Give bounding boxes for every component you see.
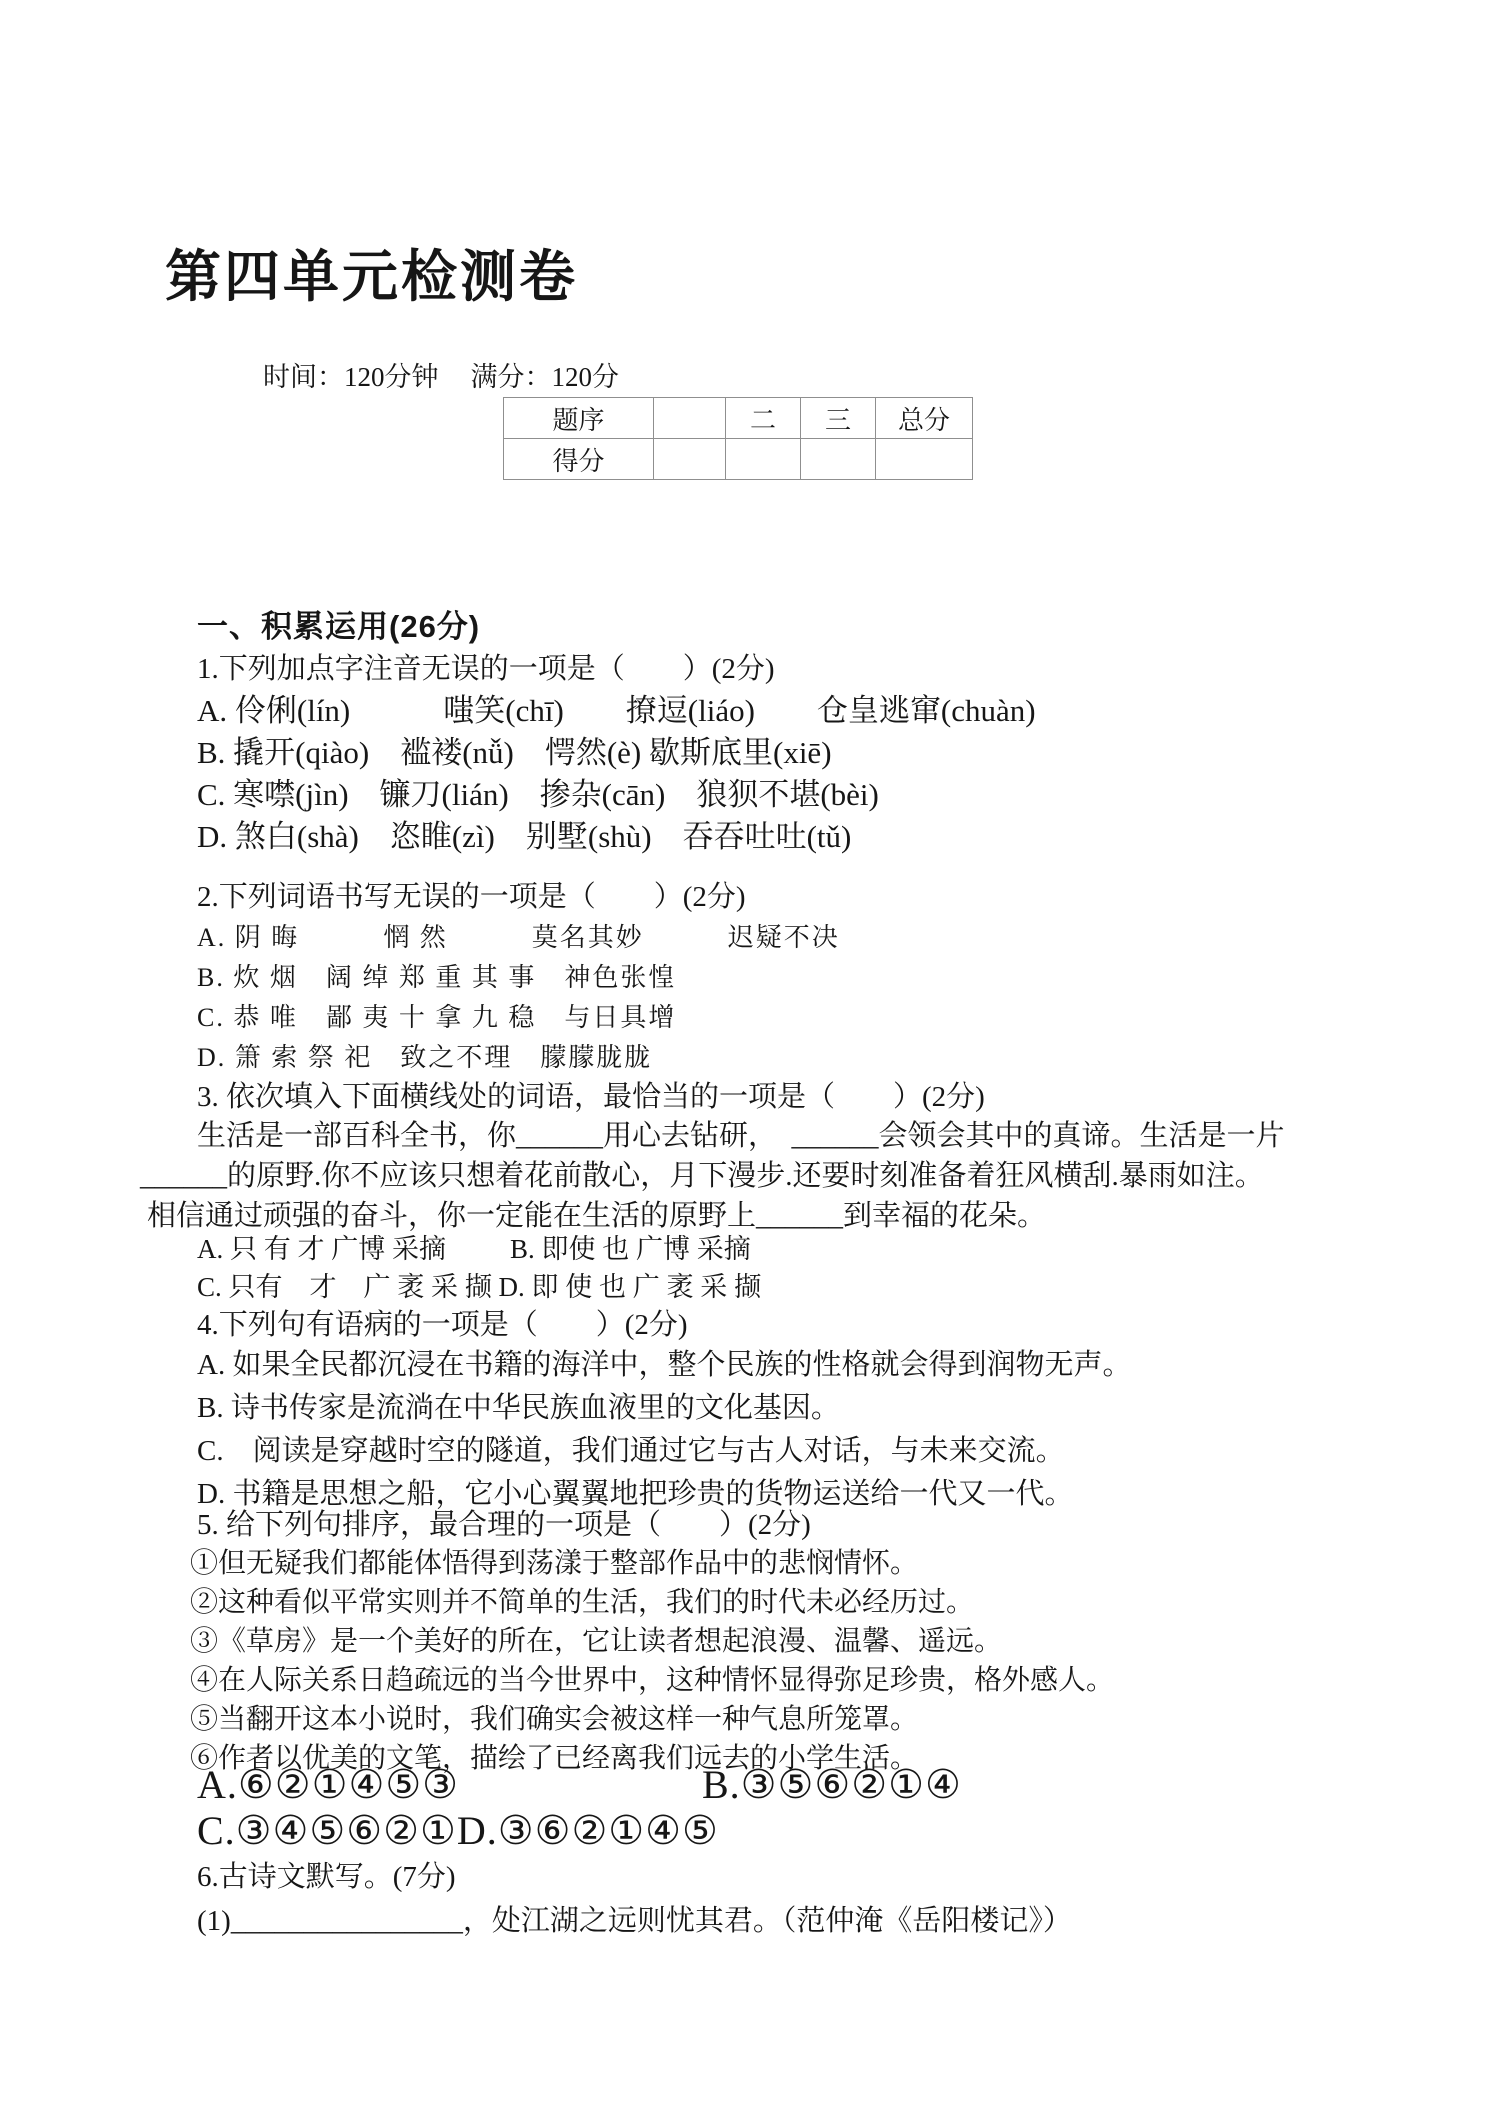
q2-option-b: B. 炊 烟 阔 绰 郑 重 其 事 神色张惶 (197, 963, 677, 992)
q5-sentence-3: ③《草房》是一个美好的所在，它让读者想起浪漫、温馨、遥远。 (190, 1626, 1003, 1657)
q3-passage-line-1: 生活是一部百科全书，你______用心去钻研， ______会领会其中的真谛。生活是一片 (197, 1120, 1285, 1152)
q5-sentences (190, 1544, 1398, 1778)
score-table-cell: 二 (726, 398, 801, 439)
q5-stem: 5. 给下列句排序，最合理的一项是（ ）(2分) (197, 1509, 811, 1541)
q5-sentence-6: ⑥作者以优美的文笔，描绘了已经离我们远去的小学生活。 (190, 1743, 919, 1774)
q6-stem: 6.古诗文默写。(7分) (197, 1861, 456, 1893)
q1-option-a: A. 伶俐(lín) 嗤笑(chī) 撩逗(liáo) 仓皇逃窜(chuàn) (197, 693, 1036, 728)
score-table-cell: 总分 (876, 398, 973, 439)
q5-sentence-4: ④在人际关系日趋疏远的当今世界中，这种情怀显得弥足珍贵，格外感人。 (190, 1665, 1115, 1696)
q5-answer-a: A.⑥②①④⑤③ (197, 1762, 460, 1807)
q1-stem: 1.下列加点字注音无误的一项是（ ）(2分) (197, 653, 775, 685)
q1-option-c: C. 寒噤(jìn) 镰刀(lián) 掺杂(cān) 狼狈不堪(bèi) (197, 777, 879, 812)
q1-option-b: B. 撬开(qiào) 褴褛(nǚ) 愕然(è) 歇斯底里(xiē) (197, 735, 832, 770)
score-table-header-row (504, 398, 973, 439)
full-score-label: 满分：120分 (470, 362, 619, 392)
q5-answer-line-2: C.③④⑤⑥②①D.③⑥②①④⑤ (197, 1808, 719, 1853)
q2-option-c: C. 恭 唯 鄙 夷 十 拿 九 稳 与日具增 (197, 1003, 677, 1032)
score-table-cell (801, 439, 876, 480)
q4-option-b: B. 诗书传家是流淌在中华民族血液里的文化基因。 (197, 1392, 840, 1424)
q3-passage-line-2: ______的原野.你不应该只想着花前散心，月下漫步.还要时刻准备着狂风横刮.暴雨如注。 (140, 1160, 1264, 1192)
exam-info-line (263, 360, 1398, 394)
q1-options (197, 690, 1398, 858)
score-table-cell (876, 439, 973, 480)
q4-option-a: A. 如果全民都沉浸在书籍的海洋中，整个民族的性格就会得到润物无声。 (197, 1349, 1132, 1381)
q4-stem: 4.下列句有语病的一项是（ ）(2分) (197, 1309, 688, 1341)
q6-item-1: (1)________________，处江湖之远则忧其君。（范仲淹《岳阳楼记》） (197, 1905, 1072, 1937)
time-label: 时间：120分钟 (263, 362, 439, 392)
score-table-cell (654, 439, 726, 480)
score-table-score-row (504, 439, 973, 480)
q4-options (197, 1344, 1398, 1516)
score-table-cell (654, 398, 726, 439)
q3-passage (140, 1116, 1398, 1236)
q5-answer-line-1 (197, 1762, 1398, 1808)
q2-stem: 2.下列词语书写无误的一项是（ ）(2分) (197, 881, 746, 913)
q3-options-line-2: C. 只有 才 广 袤 采 撷 D. 即 使 也 广 袤 采 撷 (197, 1272, 762, 1302)
q5-sentence-5: ⑤当翻开这本小说时，我们确实会被这样一种气息所笼罩。 (190, 1704, 919, 1735)
q3-option-b: B. 即使 也 广博 采摘 (510, 1234, 751, 1264)
score-table-cell: 三 (801, 398, 876, 439)
section-heading-accumulation: 一、积累运用(26分) (197, 609, 481, 644)
score-table-cell: 题序 (504, 398, 654, 439)
q4-option-c: C. 阅读是穿越时空的隧道，我们通过它与古人对话，与未来交流。 (197, 1435, 1065, 1467)
page-title: 第四单元检测卷 (165, 247, 578, 309)
q4-option-d: D. 书籍是思想之船，它小心翼翼地把珍贵的货物运送给一代又一代。 (197, 1478, 1074, 1510)
q2-option-a: A. 阴 晦 惘 然 莫名其妙 迟疑不决 (197, 923, 840, 952)
score-table-cell: 得分 (504, 439, 654, 480)
q2-option-d: D. 箫 索 祭 祀 致之不理 朦朦胧胧 (197, 1043, 653, 1072)
score-table-cell (726, 439, 801, 480)
q1-option-d: D. 煞白(shà) 恣睢(zì) 别墅(shù) 吞吞吐吐(tǔ) (197, 819, 852, 854)
q3-passage-line-3: 相信通过顽强的奋斗，你一定能在生活的原野上______到幸福的花朵。 (147, 1200, 1047, 1232)
q5-sentence-2: ②这种看似平常实则并不简单的生活，我们的时代未必经历过。 (190, 1587, 975, 1618)
q2-options (197, 918, 1398, 1078)
q3-option-a: A. 只 有 才 广博 采摘 (197, 1234, 446, 1264)
score-table (503, 397, 973, 480)
q3-stem: 3. 依次填入下面横线处的词语，最恰当的一项是（ ）(2分) (197, 1081, 985, 1113)
q5-answer-b: B.③⑤⑥②①④ (702, 1762, 962, 1807)
q5-sentence-1: ①但无疑我们都能体悟得到荡漾于整部作品中的悲悯情怀。 (190, 1548, 919, 1579)
